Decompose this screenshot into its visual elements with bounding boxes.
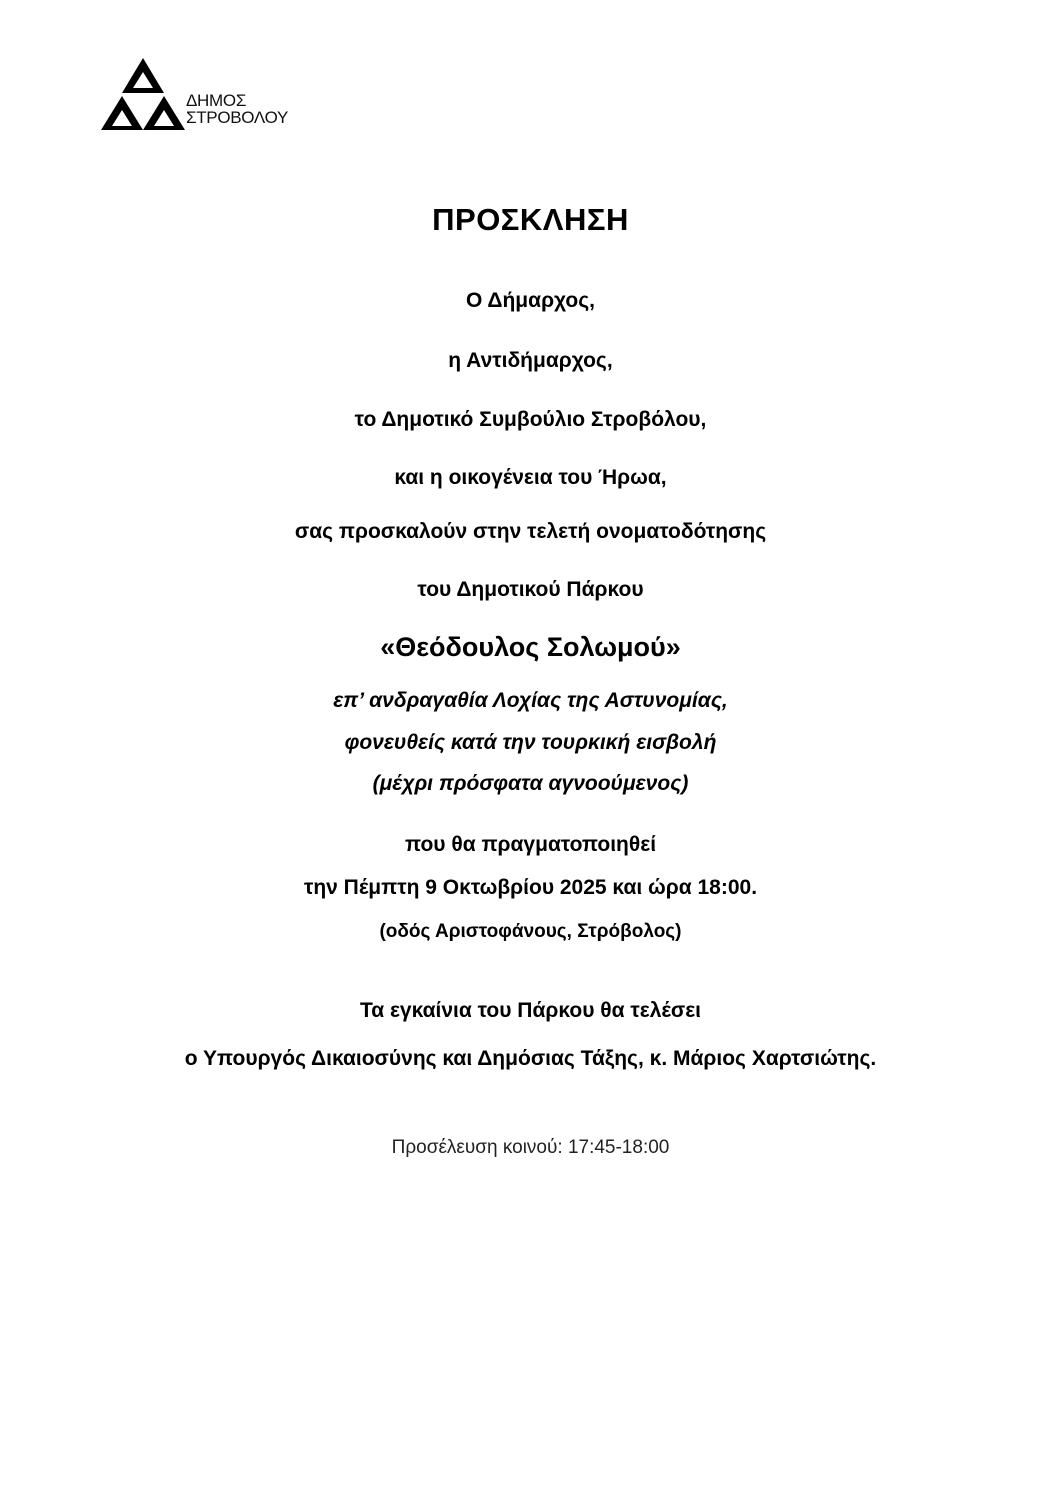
inauguration-line-2: ο Υπουργός Δικαιοσύνης και Δημόσιας Τάξης, κ. Μάριος Χαρτσιώτης.: [184, 1047, 877, 1070]
park-name: «Θεόδουλος Σολωμού»: [380, 632, 681, 662]
invitation-line: σας προσκαλούν στην τελετή ονοματοδότησης: [294, 520, 767, 543]
logo-text: [186, 92, 288, 126]
municipality-logo: [100, 56, 310, 136]
description-line-1: επ’ ανδραγαθία Λοχίας της Αστυνομίας,: [333, 689, 728, 712]
document-title: ΠΡΟΣΚΛΗΣΗ: [432, 202, 629, 237]
logo-line-2: ΣΤΡΟΒΟΛΟΥ: [186, 108, 289, 127]
logo-line-1: ΔΗΜΟΣ: [186, 91, 247, 110]
host-line-deputy-mayor: η Αντιδήμαρχος,: [448, 349, 613, 372]
event-date-time: την Πέμπτη 9 Οκτωβρίου 2025 και ώρα 18:00.: [303, 876, 758, 899]
host-line-mayor: Ο Δήμαρχος,: [466, 289, 595, 312]
host-line-council: το Δημοτικό Συμβούλιο Στροβόλου,: [354, 408, 707, 431]
park-line: του Δημοτικού Πάρκου: [417, 578, 644, 601]
triangles-logo-icon: [100, 56, 190, 136]
event-location: (οδός Αριστοφάνους, Στρόβολος): [379, 921, 682, 942]
description-line-2: φονευθείς κατά την τουρκική εισβολή: [344, 731, 717, 754]
host-line-family: και η οικογένεια του Ήρωα,: [394, 466, 667, 489]
inauguration-line-1: Τα εγκαίνια του Πάρκου θα τελέσει: [359, 999, 702, 1022]
event-line-1: που θα πραγματοποιηθεί: [404, 833, 657, 856]
arrival-time: Προσέλευση κοινού: 17:45-18:00: [391, 1137, 670, 1158]
description-line-3: (μέχρι πρόσφατα αγνοούμενος): [372, 772, 689, 795]
